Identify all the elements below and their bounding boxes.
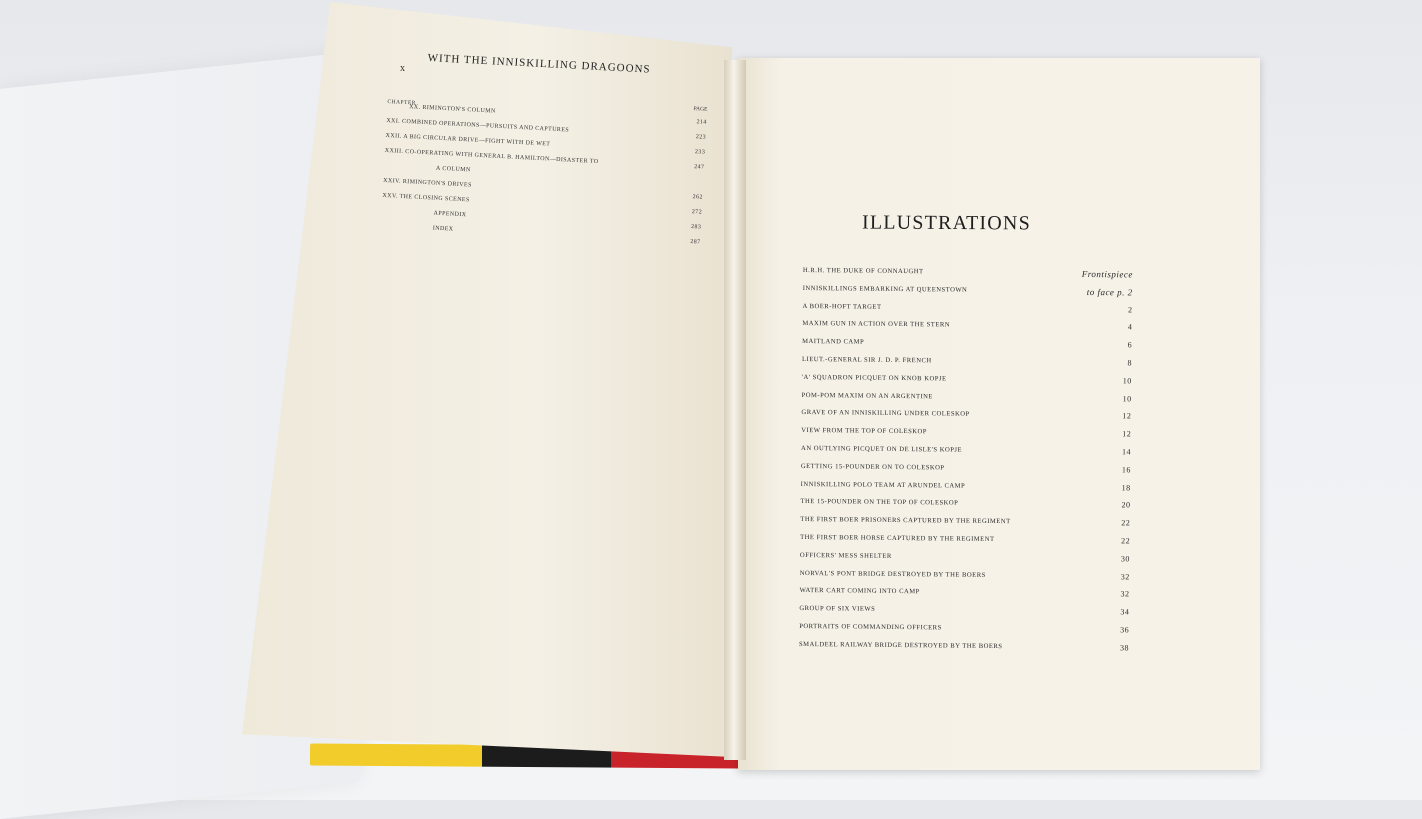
toc-row: INDEX 287 (432, 225, 701, 246)
running-head: WITH THE INNISKILLING DRAGOONS (427, 52, 651, 76)
toc-row: XXIII. CO-OPERATING WITH GENERAL B. HAMILTON—DISASTER TO 247 (384, 147, 705, 171)
chapter-column-label: CHAPTER (387, 98, 417, 107)
illustration-row: THE FIRST BOER PRISONERS CAPTURED BY THE REGIMENT 22 (800, 516, 1131, 528)
illustration-row: INNISKILLING POLO TEAM AT ARUNDEL CAMP 18 (800, 480, 1131, 493)
illustration-row: THE 15-POUNDER ON THE TOP OF COLESKOP 20 (800, 498, 1131, 510)
illustration-row: LIEUT.-GENERAL SIR J. D. P. FRENCH 8 (801, 355, 1133, 368)
illustration-row: GROUP OF SIX VIEWS 34 (799, 605, 1130, 617)
illustration-row: WATER CART COMING INTO CAMP 32 (799, 587, 1130, 599)
illustration-row: MAXIM GUN IN ACTION OVER THE STERN 4 (802, 320, 1133, 332)
toc-row: A COLUMN (435, 165, 471, 174)
illustration-row: GETTING 15-POUNDER ON TO COLESKOP 16 (800, 462, 1131, 475)
illustration-row: THE FIRST BOER HORSE CAPTURED BY THE REGIMENT 22 (800, 533, 1131, 546)
illustration-row: SMALDEEL RAILWAY BRIDGE DESTROYED BY THE BOERS 38 (798, 640, 1130, 653)
toc-row: XX. RIMINGTON'S COLUMN 214 (408, 104, 707, 126)
illustrations-heading: ILLUSTRATIONS (861, 211, 1031, 235)
illustration-row: VIEW FROM THE TOP OF COLESKOP 12 (801, 427, 1132, 439)
contents-list (380, 90, 707, 252)
book-gutter (724, 60, 746, 760)
illustration-row: OFFICERS' MESS SHELTER 30 (799, 551, 1130, 564)
page-folio: x (400, 63, 405, 74)
toc-row: XXII. A BIG CIRCULAR DRIVE—FIGHT WITH DE WET 233 (385, 132, 706, 156)
illustration-row: A BOER-HOFT TARGET 2 (802, 302, 1133, 315)
illustration-row: POM-POM MAXIM ON AN ARGENTINE 10 (801, 391, 1132, 404)
illustration-row: NORVAL'S PONT BRIDGE DESTROYED BY THE BOERS 32 (799, 569, 1130, 581)
illustration-row: MAITLAND CAMP 6 (802, 338, 1133, 350)
illustration-row: 'A' SQUADRON PICQUET ON KNOB KOPJE 10 (801, 373, 1132, 386)
illustrations-list (799, 264, 1133, 659)
page-column-label: PAGE (693, 106, 708, 113)
illustration-row: INNISKILLINGS EMBARKING AT QUEENSTOWN to face p. 2 (802, 284, 1133, 298)
illustration-row: H.R.H. THE DUKE OF CONNAUGHT Frontispiece (802, 266, 1133, 280)
toc-row: XXIV. RIMINGTON'S DRIVES 262 (383, 177, 703, 201)
illustration-row: AN OUTLYING PICQUET ON DE LISLE'S KOPJE 14 (801, 444, 1132, 457)
toc-row: XXI. COMBINED OPERATIONS—PURSUITS AND CAPTURES 223 (386, 117, 707, 141)
toc-row: XXV. THE CLOSING SCENES 272 (382, 192, 703, 216)
illustration-row: PORTRAITS OF COMMANDING OFFICERS 36 (799, 622, 1130, 635)
illustration-row: GRAVE OF AN INNISKILLING UNDER COLESKOP 12 (801, 409, 1132, 421)
toc-row: APPENDIX 283 (433, 210, 702, 231)
